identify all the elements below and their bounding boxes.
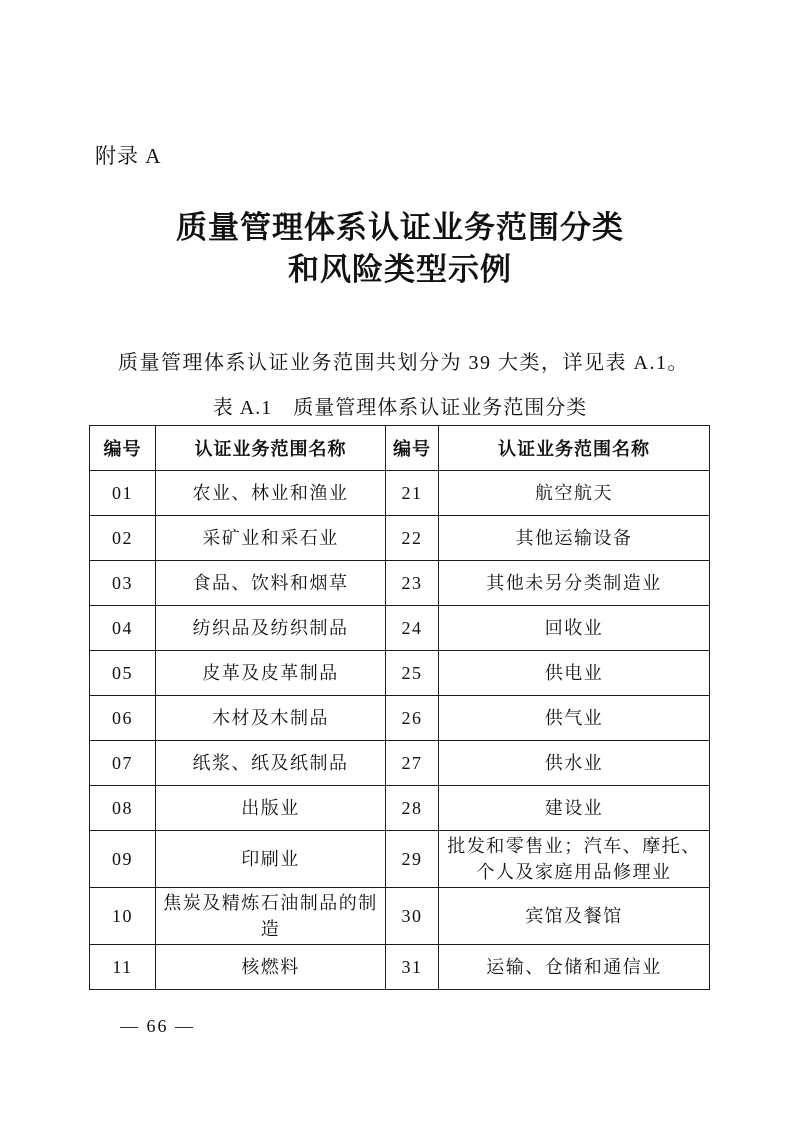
code-cell: 24	[386, 606, 439, 651]
table-row	[90, 888, 710, 945]
scope-name-cell: 供气业	[439, 696, 710, 741]
scope-name-cell: 食品、饮料和烟草	[156, 561, 386, 606]
table-row	[90, 741, 710, 786]
scope-classification-table	[89, 425, 710, 990]
code-cell: 26	[386, 696, 439, 741]
scope-name-cell: 皮革及皮革制品	[156, 651, 386, 696]
header-code-left: 编号	[90, 426, 156, 471]
table-row	[90, 786, 710, 831]
table-header-row	[90, 426, 710, 471]
code-cell: 02	[90, 516, 156, 561]
document-title-line1: 质量管理体系认证业务范围分类	[176, 210, 624, 245]
table-row	[90, 516, 710, 561]
code-cell: 11	[90, 945, 156, 990]
code-cell: 09	[90, 831, 156, 888]
scope-name-cell: 核燃料	[156, 945, 386, 990]
code-cell: 21	[386, 471, 439, 516]
scope-name-cell: 木材及木制品	[156, 696, 386, 741]
code-cell: 31	[386, 945, 439, 990]
header-scope-name-right: 认证业务范围名称	[439, 426, 710, 471]
code-cell: 01	[90, 471, 156, 516]
scope-name-cell: 焦炭及精炼石油制品的制造	[156, 888, 386, 945]
scope-name-cell: 印刷业	[156, 831, 386, 888]
scope-name-cell: 宾馆及餐馆	[439, 888, 710, 945]
scope-name-cell: 供水业	[439, 741, 710, 786]
scope-name-cell: 农业、林业和渔业	[156, 471, 386, 516]
code-cell: 25	[386, 651, 439, 696]
scope-name-cell: 供电业	[439, 651, 710, 696]
code-cell: 27	[386, 741, 439, 786]
page-number: — 66 —	[120, 1016, 195, 1036]
code-cell: 10	[90, 888, 156, 945]
scope-name-cell: 建设业	[439, 786, 710, 831]
table-row	[90, 606, 710, 651]
table-row	[90, 831, 710, 888]
code-cell: 29	[386, 831, 439, 888]
scope-name-cell: 其他未另分类制造业	[439, 561, 710, 606]
scope-name-cell: 回收业	[439, 606, 710, 651]
code-cell: 23	[386, 561, 439, 606]
scope-name-cell: 采矿业和采石业	[156, 516, 386, 561]
scope-name-cell: 其他运输设备	[439, 516, 710, 561]
header-scope-name-left: 认证业务范围名称	[156, 426, 386, 471]
code-cell: 03	[90, 561, 156, 606]
code-cell: 28	[386, 786, 439, 831]
code-cell: 04	[90, 606, 156, 651]
code-cell: 05	[90, 651, 156, 696]
table-caption: 表 A.1 质量管理体系认证业务范围分类	[212, 397, 588, 419]
code-cell: 06	[90, 696, 156, 741]
table-row	[90, 696, 710, 741]
scope-table-body	[90, 471, 710, 990]
table-row	[90, 651, 710, 696]
header-code-right: 编号	[386, 426, 439, 471]
code-cell: 30	[386, 888, 439, 945]
intro-paragraph: 质量管理体系认证业务范围共划分为 39 大类，详见表 A.1。	[118, 352, 689, 374]
table-row	[90, 561, 710, 606]
document-title-line2: 和风险类型示例	[288, 252, 512, 287]
scope-name-cell: 纸浆、纸及纸制品	[156, 741, 386, 786]
code-cell: 22	[386, 516, 439, 561]
document-title	[0, 207, 800, 291]
scope-name-cell: 运输、仓储和通信业	[439, 945, 710, 990]
code-cell: 07	[90, 741, 156, 786]
scope-name-cell: 纺织品及纺织制品	[156, 606, 386, 651]
code-cell: 08	[90, 786, 156, 831]
table-row	[90, 471, 710, 516]
table-row	[90, 945, 710, 990]
scope-name-cell: 出版业	[156, 786, 386, 831]
scope-name-cell: 航空航天	[439, 471, 710, 516]
appendix-label: 附录 A	[95, 144, 162, 168]
scope-name-cell: 批发和零售业；汽车、摩托、个人及家庭用品修理业	[439, 831, 710, 888]
